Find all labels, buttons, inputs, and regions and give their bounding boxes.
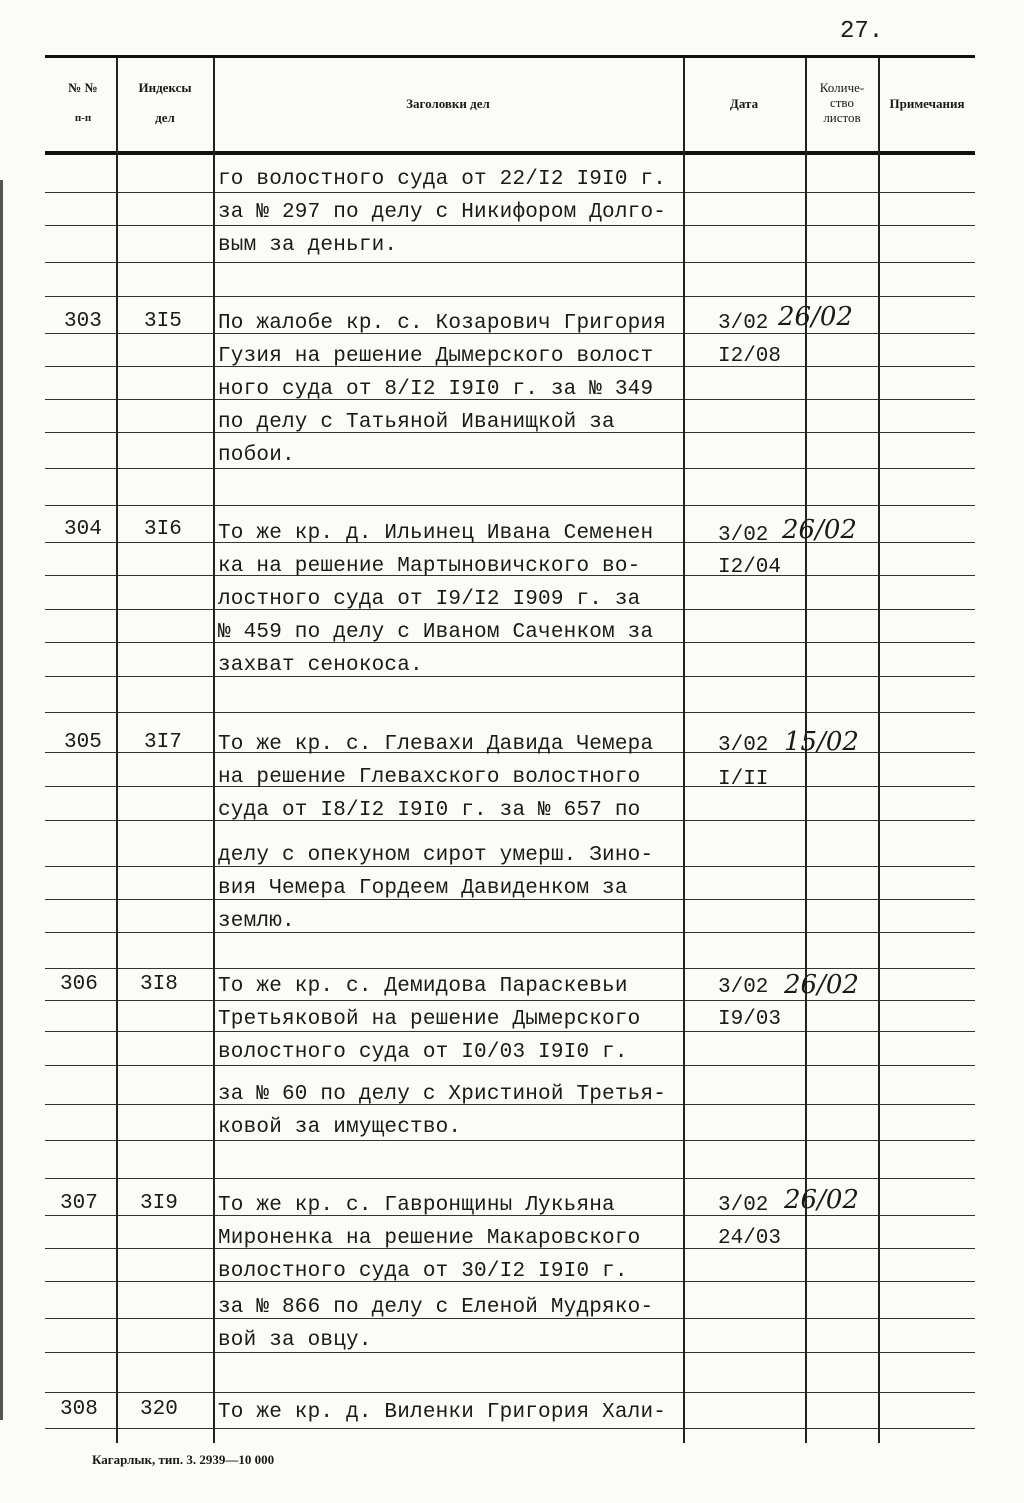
ruled-line: [118, 1140, 213, 1141]
ruled-line: [807, 932, 878, 933]
ruled-line: [807, 432, 878, 433]
ruled-line: [118, 1281, 213, 1282]
ruled-line: [807, 1428, 878, 1429]
ruled-line: [880, 1140, 975, 1141]
ruled-line: [880, 1215, 975, 1216]
entry-line: вой за овцу.: [218, 1329, 372, 1352]
ruled-line: [118, 676, 213, 677]
ruled-line: [118, 366, 213, 367]
ruled-line: [215, 968, 683, 969]
ruled-line: [880, 820, 975, 821]
ruled-line: [807, 468, 878, 469]
ruled-line: [807, 866, 878, 867]
ruled-line: [45, 1215, 116, 1216]
ruled-line: [880, 712, 975, 713]
ruled-line: [45, 712, 116, 713]
entry-date-2: I2/04: [718, 556, 782, 579]
entry-line: за № 866 по делу с Еленой Мудряко-: [218, 1296, 654, 1319]
ruled-line: [685, 1352, 805, 1353]
ruled-line: [118, 642, 213, 643]
ruled-line: [215, 1000, 683, 1001]
ruled-line: [880, 399, 975, 400]
entry-number: 306: [60, 973, 98, 996]
ruled-line: [807, 1104, 878, 1105]
ruled-line: [118, 866, 213, 867]
ruled-line: [685, 968, 805, 969]
ruled-line: [118, 609, 213, 610]
col-divider-5: [878, 58, 880, 1443]
entry-line: ка на решение Мартыновичского во-: [218, 555, 641, 578]
header-notes: Примечания: [889, 96, 965, 111]
ruled-line: [685, 1428, 805, 1429]
ruled-line: [880, 676, 975, 677]
ruled-line: [807, 820, 878, 821]
entry-date: 3/02: [718, 524, 769, 547]
ruled-line: [215, 505, 683, 506]
ruled-line: [807, 1215, 878, 1216]
ruled-line: [807, 968, 878, 969]
table-top-border: [45, 55, 975, 58]
ruled-line: [118, 1248, 213, 1249]
ruled-line: [118, 899, 213, 900]
ruled-line: [215, 1031, 683, 1032]
ruled-line: [215, 1428, 683, 1429]
ruled-line: [118, 968, 213, 969]
col-divider-1: [116, 58, 118, 1443]
entry-line: То же кр. с. Глевахи Давида Чемера: [218, 733, 654, 756]
entry-number: 303: [64, 310, 102, 333]
ruled-line: [880, 968, 975, 969]
ruled-line: [118, 1215, 213, 1216]
ruled-line: [880, 1318, 975, 1319]
entry-line: № 459 по делу с Иваном Саченком за: [218, 621, 654, 644]
ruled-line: [880, 225, 975, 226]
entry-line: за № 60 по делу с Христиной Третья-: [218, 1083, 667, 1106]
ruled-line: [45, 296, 116, 297]
entry-line: по делу с Татьяной Иванищкой за: [218, 411, 615, 434]
ruled-line: [685, 609, 805, 610]
entry-line: побои.: [218, 444, 295, 467]
ruled-line: [807, 609, 878, 610]
ruled-line: [807, 1065, 878, 1066]
ruled-line: [45, 642, 116, 643]
ruled-line: [807, 899, 878, 900]
ruled-line: [45, 1392, 116, 1393]
entry-line: землю.: [218, 910, 295, 933]
ruled-line: [685, 1065, 805, 1066]
ruled-line: [685, 1000, 805, 1001]
entry-number: 305: [64, 731, 102, 754]
ruled-line: [807, 1000, 878, 1001]
ruled-line: [118, 296, 213, 297]
ruled-line: [880, 296, 975, 297]
ruled-line: [45, 333, 116, 334]
ruled-line: [215, 262, 683, 263]
ruled-line: [880, 642, 975, 643]
handwritten-date: 15/02: [784, 727, 859, 757]
entry-line: То же кр. д. Виленки Григория Хали-: [218, 1401, 667, 1424]
ruled-line: [118, 786, 213, 787]
ruled-line: [118, 468, 213, 469]
ruled-line: [807, 1140, 878, 1141]
ruled-line: [45, 1248, 116, 1249]
entry-date-2: I2/08: [718, 345, 782, 368]
ruled-line: [45, 1178, 116, 1179]
ruled-line: [807, 1031, 878, 1032]
ruled-line: [880, 575, 975, 576]
ruled-line: [118, 262, 213, 263]
ruled-line: [215, 225, 683, 226]
ruled-line: [45, 505, 116, 506]
col-divider-2: [213, 58, 215, 1443]
ruled-line: [45, 468, 116, 469]
ruled-line: [807, 676, 878, 677]
ruled-line: [807, 225, 878, 226]
ruled-line: [880, 192, 975, 193]
ruled-line: [880, 1031, 975, 1032]
entry-date-2: I9/03: [718, 1008, 782, 1031]
ruled-line: [880, 899, 975, 900]
ruled-line: [685, 676, 805, 677]
header-index: Индексы дел: [138, 80, 192, 125]
ruled-line: [807, 712, 878, 713]
ruled-line: [215, 712, 683, 713]
ruled-line: [118, 225, 213, 226]
entry-index: 3I7: [144, 731, 182, 754]
ruled-line: [45, 1140, 116, 1141]
ruled-line: [880, 1065, 975, 1066]
ruled-line: [880, 1248, 975, 1249]
ruled-line: [685, 899, 805, 900]
ruled-line: [880, 262, 975, 263]
entry-date: 3/02: [718, 734, 769, 757]
ruled-line: [215, 296, 683, 297]
ruled-line: [880, 1352, 975, 1353]
ruled-line: [685, 192, 805, 193]
ruled-line: [118, 1428, 213, 1429]
ruled-line: [118, 333, 213, 334]
entry-line: на решение Глевахского волостного: [218, 766, 641, 789]
entry-line: делу с опекуном сирот умерш. Зино-: [218, 844, 654, 867]
ruled-line: [880, 432, 975, 433]
ruled-line: [880, 1000, 975, 1001]
ruled-line: [685, 712, 805, 713]
entry-date: 3/02: [718, 976, 769, 999]
ruled-line: [45, 1104, 116, 1105]
entry-line: Мироненка на решение Макаровского: [218, 1227, 641, 1250]
ruled-line: [45, 262, 116, 263]
page-number: 27.: [840, 18, 884, 45]
ruled-line: [880, 1392, 975, 1393]
entry-line: лостного суда от I9/I2 I909 г. за: [218, 588, 641, 611]
ruled-line: [685, 432, 805, 433]
entry-line: захват сенокоса.: [218, 654, 423, 677]
header-date: Дата: [729, 96, 759, 111]
ruled-line: [118, 399, 213, 400]
entry-line: ковой за имущество.: [218, 1116, 462, 1139]
ruled-line: [215, 1065, 683, 1066]
handwritten-date: 26/02: [784, 1185, 859, 1215]
ruled-line: [880, 1428, 975, 1429]
entry-line: То же кр. с. Демидова Параскевьи: [218, 975, 628, 998]
ruled-line: [45, 366, 116, 367]
handwritten-date: 26/02: [778, 302, 853, 332]
ruled-line: [807, 1281, 878, 1282]
ruled-line: [45, 1031, 116, 1032]
entry-line: То же кр. д. Ильинец Ивана Семенен: [218, 522, 654, 545]
ruled-line: [45, 192, 116, 193]
ruled-line: [685, 1318, 805, 1319]
ruled-line: [807, 1392, 878, 1393]
entry-number: 307: [60, 1192, 98, 1215]
ruled-line: [45, 866, 116, 867]
ruled-line: [880, 752, 975, 753]
ruled-line: [118, 932, 213, 933]
ruled-line: [118, 192, 213, 193]
ruled-line: [45, 1428, 116, 1429]
ruled-line: [685, 1178, 805, 1179]
ruled-line: [807, 505, 878, 506]
ruled-line: [118, 575, 213, 576]
ruled-line: [45, 575, 116, 576]
entry-line: Гузия на решение Дымерского волост: [218, 345, 654, 368]
ruled-line: [118, 1352, 213, 1353]
ruled-line: [685, 1140, 805, 1141]
ruled-line: [685, 296, 805, 297]
ruled-line: [45, 676, 116, 677]
ruled-line: [880, 1104, 975, 1105]
ruled-line: [807, 1178, 878, 1179]
entry-line: ного суда от 8/I2 I9I0 г. за № 349: [218, 378, 654, 401]
ruled-line: [880, 542, 975, 543]
ruled-line: [45, 1281, 116, 1282]
ruled-line: [807, 192, 878, 193]
ruled-line: [45, 932, 116, 933]
ruled-line: [807, 1248, 878, 1249]
ruled-line: [118, 1178, 213, 1179]
ruled-line: [215, 468, 683, 469]
ruled-line: [118, 505, 213, 506]
entry-line: волостного суда от I0/03 I9I0 г.: [218, 1041, 628, 1064]
entry-date: 3/02: [718, 312, 769, 335]
ruled-line: [45, 899, 116, 900]
ruled-line: [880, 1281, 975, 1282]
ruled-line: [685, 505, 805, 506]
print-footer: Кагарлык, тип. 3. 2939—10 000: [92, 1452, 275, 1467]
ruled-line: [215, 1178, 683, 1179]
ruled-line: [685, 932, 805, 933]
col-divider-3: [683, 58, 685, 1443]
continuation-line: го волостного суда от 22/I2 I9I0 г.: [218, 168, 667, 191]
ruled-line: [880, 366, 975, 367]
ruled-line: [118, 1031, 213, 1032]
ruled-line: [118, 1065, 213, 1066]
ruled-line: [118, 1392, 213, 1393]
ruled-line: [807, 399, 878, 400]
ruled-line: [807, 575, 878, 576]
ruled-line: [685, 1281, 805, 1282]
continuation-line: вым за деньги.: [218, 234, 398, 257]
header-bottom-border: [45, 151, 975, 155]
entry-date-2: I/II: [718, 768, 769, 791]
ruled-line: [45, 609, 116, 610]
ruled-line: [807, 1352, 878, 1353]
ruled-line: [685, 399, 805, 400]
ruled-line: [685, 468, 805, 469]
ruled-line: [807, 296, 878, 297]
entry-line: вия Чемера Гордеем Давиденком за: [218, 877, 628, 900]
ruled-line: [215, 1392, 683, 1393]
ruled-line: [45, 968, 116, 969]
ruled-line: [45, 1352, 116, 1353]
entry-line: суда от I8/I2 I9I0 г. за № 657 по: [218, 799, 641, 822]
ruled-line: [118, 820, 213, 821]
entry-index: 3I9: [140, 1192, 178, 1215]
ruled-line: [215, 1352, 683, 1353]
ruled-line: [215, 192, 683, 193]
header-title: Заголовки дел: [406, 96, 490, 111]
entry-number: 308: [60, 1398, 98, 1421]
ruled-line: [807, 262, 878, 263]
entry-index: 3I5: [144, 310, 182, 333]
ruled-line: [215, 1140, 683, 1141]
entry-line: волостного суда от 30/I2 I9I0 г.: [218, 1260, 628, 1283]
ruled-line: [880, 609, 975, 610]
ruled-line: [45, 399, 116, 400]
ruled-line: [685, 1392, 805, 1393]
entry-line: Третьяковой на решение Дымерского: [218, 1008, 641, 1031]
ruled-line: [118, 1000, 213, 1001]
ruled-line: [45, 542, 116, 543]
ruled-line: [118, 712, 213, 713]
ruled-line: [807, 1318, 878, 1319]
ruled-line: [807, 786, 878, 787]
entry-date-2: 24/03: [718, 1227, 782, 1250]
ruled-line: [45, 1318, 116, 1319]
header-count: Количе- ство листов: [819, 80, 865, 125]
ruled-line: [880, 786, 975, 787]
entry-number: 304: [64, 518, 102, 541]
entry-line: По жалобе кр. с. Козарович Григория: [218, 312, 667, 335]
handwritten-date: 26/02: [782, 515, 857, 545]
ruled-line: [807, 366, 878, 367]
ruled-line: [685, 866, 805, 867]
ruled-line: [685, 820, 805, 821]
continuation-line: за № 297 по делу с Никифором Долго-: [218, 201, 667, 224]
ruled-line: [118, 432, 213, 433]
ruled-line: [807, 333, 878, 334]
ruled-line: [45, 786, 116, 787]
ruled-line: [685, 1104, 805, 1105]
entry-date: 3/02: [718, 1194, 769, 1217]
entry-index: 3I8: [140, 973, 178, 996]
entry-index: 320: [140, 1398, 178, 1421]
ruled-line: [45, 225, 116, 226]
entry-line: То же кр. с. Гавронщины Лукьяна: [218, 1194, 615, 1217]
ruled-line: [118, 1104, 213, 1105]
scan-edge-shadow: [0, 180, 3, 1420]
ruled-line: [685, 262, 805, 263]
header-number: № № п-п: [68, 80, 98, 124]
handwritten-date: 26/02: [784, 970, 859, 1000]
ruled-line: [118, 542, 213, 543]
ruled-line: [880, 932, 975, 933]
ruled-line: [45, 1000, 116, 1001]
ruled-line: [45, 820, 116, 821]
ruled-line: [807, 642, 878, 643]
entry-index: 3I6: [144, 518, 182, 541]
ruled-line: [685, 1031, 805, 1032]
ruled-line: [880, 505, 975, 506]
ruled-line: [45, 432, 116, 433]
ruled-line: [880, 1178, 975, 1179]
ruled-line: [118, 1318, 213, 1319]
ruled-line: [685, 642, 805, 643]
ruled-line: [880, 333, 975, 334]
ruled-line: [880, 468, 975, 469]
ruled-line: [880, 866, 975, 867]
ruled-line: [685, 225, 805, 226]
ruled-line: [45, 1065, 116, 1066]
